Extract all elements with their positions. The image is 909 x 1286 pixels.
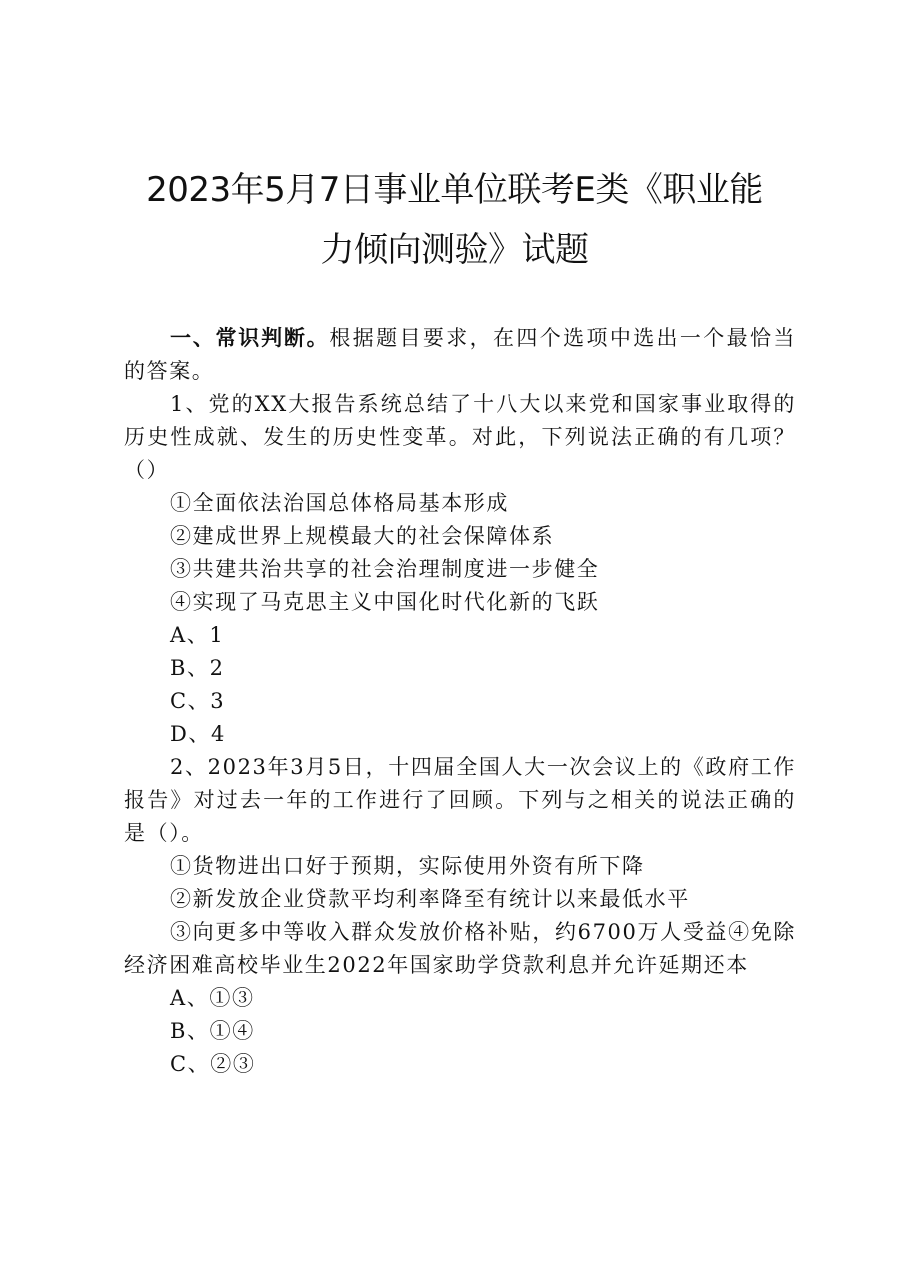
question-2-statement-2: ②新发放企业贷款平均利率降至有统计以来最低水平 [170, 887, 690, 911]
section-intro [124, 322, 796, 388]
question-2-option-b: B、①④ [170, 1019, 255, 1043]
question-1-option-d: D、4 [170, 722, 226, 746]
section-instruction: 根据题目要求，在四个选项中选出一个最恰当的答案。 [124, 326, 797, 383]
question-2-statement-3-4: ③向更多中等收入群众发放价格补贴，约6700万人受益④免除经济困难高校毕业生2022年国家助学贷款利息并允许延期还本 [124, 920, 796, 977]
question-1-statement-4: ④实现了马克思主义中国化时代化新的飞跃 [170, 590, 600, 614]
document-body [124, 322, 796, 1081]
document-title-line-1: 2023年5月7日事业单位联考E类《职业能 [146, 170, 763, 210]
question-1-option-a: A、1 [170, 623, 225, 647]
question-1-statement-1: ①全面依法治国总体格局基本形成 [170, 491, 509, 515]
question-2-statement-1: ①货物进出口好于预期，实际使用外资有所下降 [170, 854, 645, 878]
question-1-option-b: B、2 [170, 656, 225, 680]
section-heading: 一、常识判断。 [170, 326, 330, 350]
question-2-option-a: A、①③ [170, 986, 255, 1010]
question-2-stem: 2、2023年3月5日，十四届全国人大一次会议上的《政府工作报告》对过去一年的工作进行了回顾。下列与之相关的说法正确的是（）。 [124, 755, 796, 845]
question-1-statement-2: ②建成世界上规模最大的社会保障体系 [170, 524, 555, 548]
document-title-line-2: 力倾向测验》试题 [320, 230, 589, 270]
question-1-stem: 1、党的XX大报告系统总结了十八大以来党和国家事业取得的历史性成就、发生的历史性变革。对此，下列说法正确的有几项？（） [124, 392, 796, 482]
question-1-option-c: C、3 [170, 689, 226, 713]
question-1-statement-3: ③共建共治共享的社会治理制度进一步健全 [170, 557, 600, 581]
question-2-option-c: C、②③ [170, 1052, 256, 1076]
